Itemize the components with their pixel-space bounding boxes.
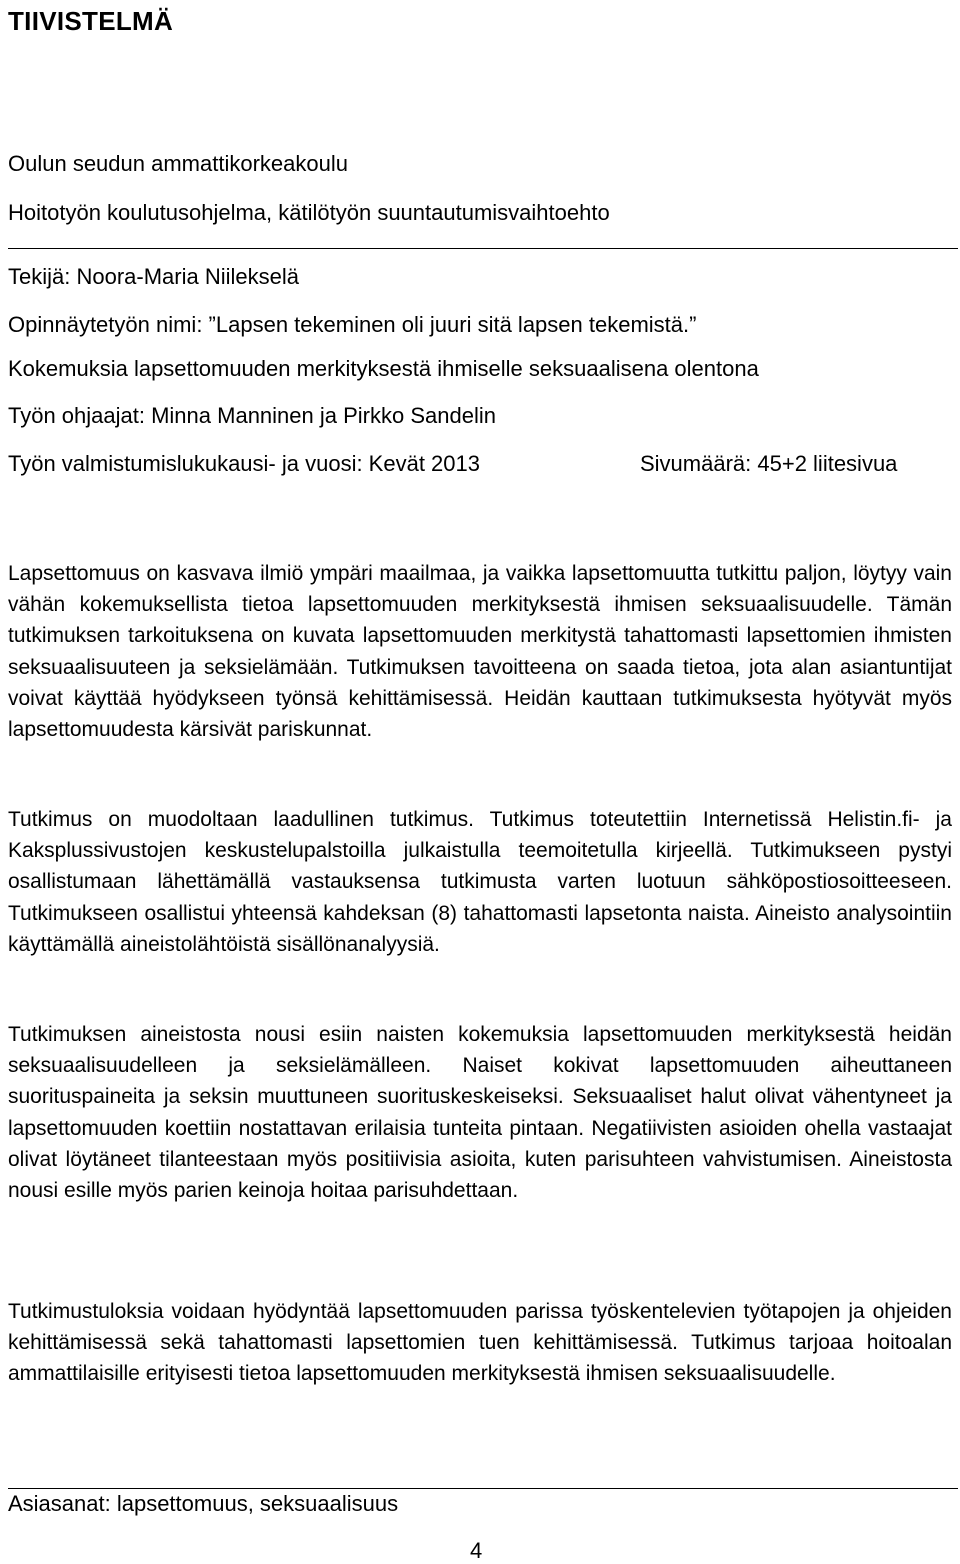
page-number: 4 bbox=[470, 1538, 483, 1563]
abstract-paragraph-3: Tutkimuksen aineistosta nousi esiin naisten kokemuksia lapsettomuuden merkityksestä heidän seksuaalisuudelleen ja seksielämälleen. Naiset kokivat lapsettomuuden aiheuttaneen suorituspaineita ja seksin muuttuneen suorituskeskeiseksi. Seksuaaliset halut olivat vähentyneet ja lapsettomuuden koettiin nostattavan erilaisia tunteita pintaan. Negatiivisten asioiden ohella vastaajat olivat löytäneet tilanteestaan myös positiivisia asioita, kuten parisuhteen vahvistumisen. Aineistosta nousi esille myös parien keinoja hoitaa parisuhdettaan. bbox=[8, 1023, 952, 1203]
info-divider bbox=[8, 248, 958, 249]
supervisors: Työn ohjaajat: Minna Manninen ja Pirkko Sandelin bbox=[8, 403, 496, 428]
page-title: TIIVISTELMÄ bbox=[8, 6, 174, 36]
abstract-paragraph-4: Tutkimustuloksia voidaan hyödyntää lapsettomuuden parissa työskentelevien työtapojen ja ohjeiden kehittämisessä sekä tahattomasti lapsettomien tuen kehittämisessä. Tutkimus tarjoaa hoitoalan ammattilaisille erityisesti tietoa lapsettomuuden merkityksestä ihmisen seksuaalisuudelle. bbox=[8, 1300, 952, 1386]
thesis-title-line-2: Kokemuksia lapsettomuuden merkityksestä ihmiselle seksuaalisena olentona bbox=[8, 356, 759, 381]
abstract-paragraph-2: Tutkimus on muodoltaan laadullinen tutkimus. Tutkimus toteutettiin Internetissä Helistin.fi- ja Kaksplussivustojen keskustelupalstoilla julkaistulla teemoitetulla kirjeellä. Tutkimukseen pystyi osallistumaan lähettämällä vastauksensa tutkimusta varten luotuun sähköpostiosoitteeseen. Tutkimukseen osallistui yhteensä kahdeksan (8) tahattomasti lapsetonta naista. Aineisto analysointiin käyttämällä aineistolähtöistä sisällönanalyysiä. bbox=[8, 808, 952, 956]
degree-program: Hoitotyön koulutusohjelma, kätilötyön suuntautumisvaihtoehto bbox=[8, 200, 610, 225]
keywords-divider bbox=[8, 1488, 958, 1489]
page-count: Sivumäärä: 45+2 liitesivua bbox=[640, 451, 898, 476]
keywords: Asiasanat: lapsettomuus, seksuaalisuus bbox=[8, 1491, 399, 1516]
completion-term: Työn valmistumislukukausi- ja vuosi: Kevät 2013 bbox=[8, 451, 480, 476]
abstract-paragraph-1: Lapsettomuus on kasvava ilmiö ympäri maailmaa, ja vaikka lapsettomuutta tutkittu paljon, löytyy vain vähän kokemuksellista tietoa lapsettomuuden merkityksestä ihmisen seksuaalisuudelle. Tämän tutkimuksen tarkoituksena on kuvata lapsettomuuden merkitystä tahattomasti lapsettomien ihmisten seksuaalisuuteen ja seksielämään. Tutkimuksen tavoitteena on saada tietoa, jota alan asiantuntijat voivat käyttää hyödykseen työnsä kehittämisessä. Heidän kauttaan tutkimuksesta hyötyvät myös lapsettomuudesta kärsivät pariskunnat. bbox=[8, 562, 952, 742]
thesis-title-line-1: Opinnäytetyön nimi: ”Lapsen tekeminen oli juuri sitä lapsen tekemistä.” bbox=[8, 312, 697, 337]
school-name: Oulun seudun ammattikorkeakoulu bbox=[8, 151, 348, 176]
author: Tekijä: Noora-Maria Niilekselä bbox=[8, 264, 299, 289]
